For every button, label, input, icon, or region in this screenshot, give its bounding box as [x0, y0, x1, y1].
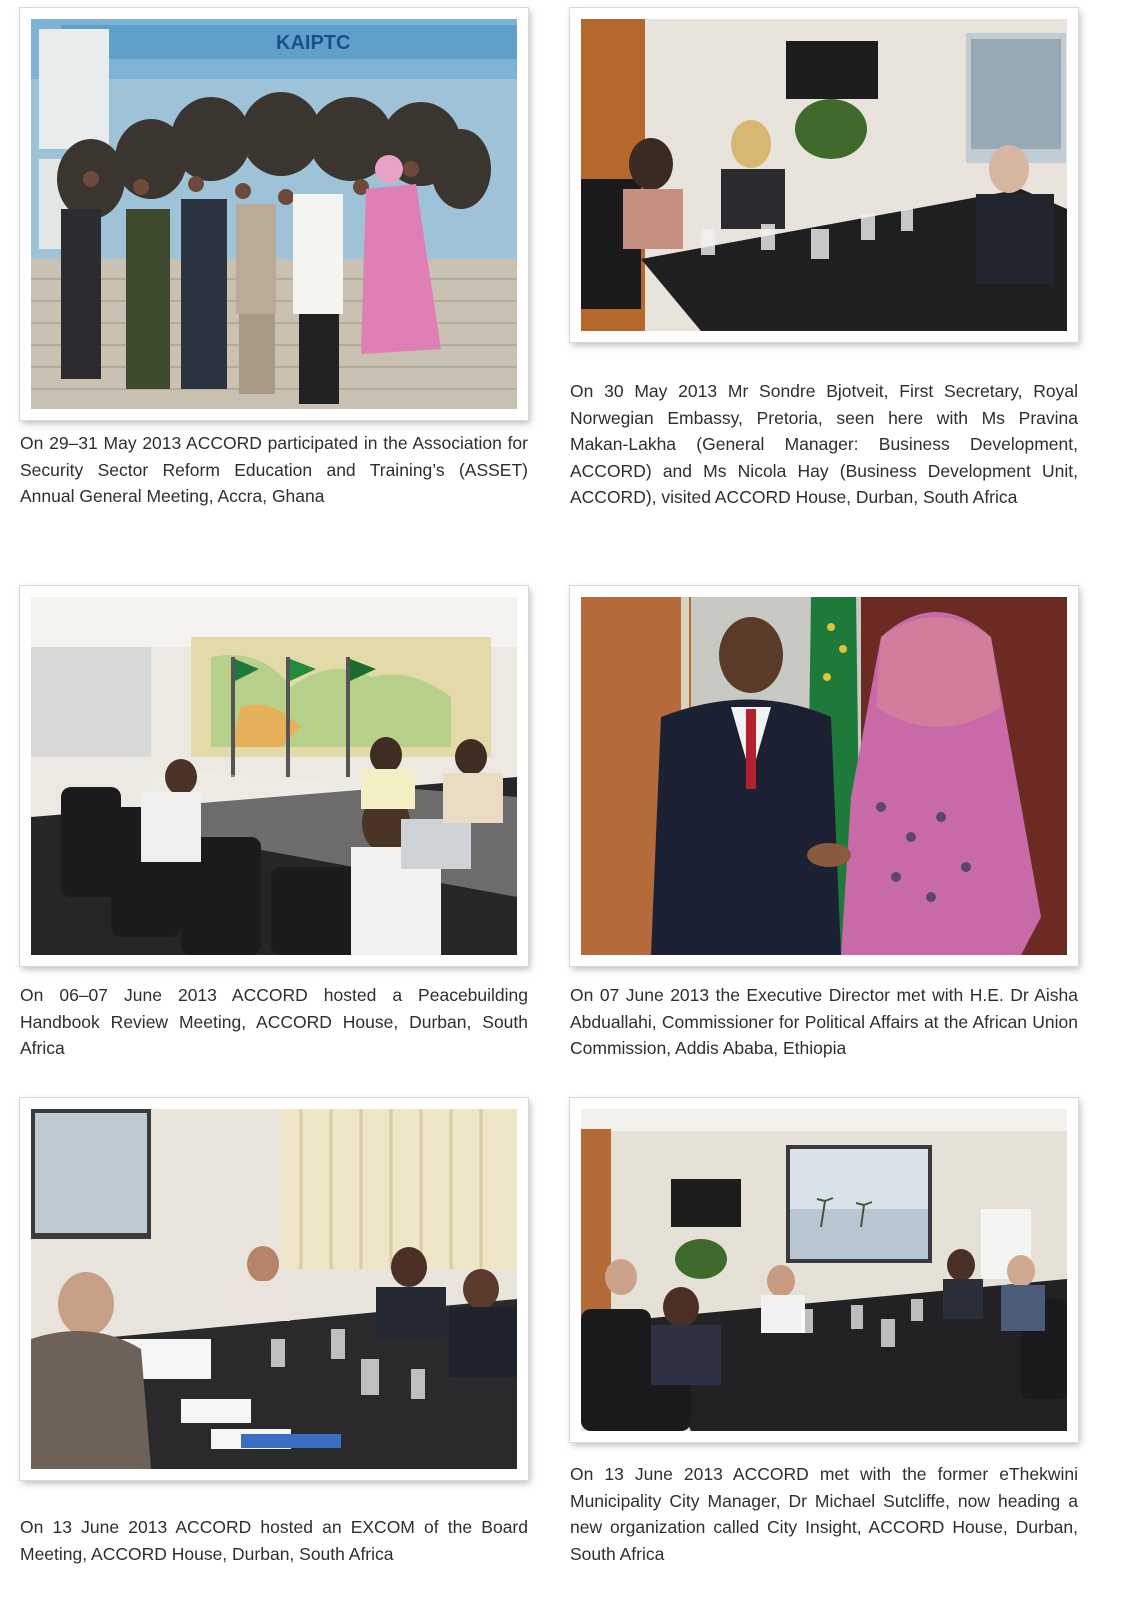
caption-au-commission: On 07 June 2013 the Executive Director met with H.E. Dr Aisha Abduallahi, Commissioner for Political Affairs at the African Union Commission, Addis Ababa, Ethiopia: [570, 985, 1078, 1059]
photo-frame-au-commission: [570, 586, 1078, 966]
handshake-photo-au-commission: [581, 597, 1067, 955]
caption-asset-agm: On 29–31 May 2013 ACCORD participated in the Association for Security Sector Reform Education and Training’s (ASSET) Annual General Meeting, Accra, Ghana: [20, 433, 528, 507]
caption-excom-board: On 13 June 2013 ACCORD hosted an EXCOM of the Board Meeting, ACCORD House, Durban, South Africa: [20, 1517, 528, 1564]
building-sign-text: KAIPTC: [276, 32, 351, 54]
meeting-photo-excom-board: [31, 1109, 517, 1469]
meeting-photo-handbook-review: [31, 597, 517, 955]
caption-norway-visit: On 30 May 2013 Mr Sondre Bjotveit, First Secretary, Royal Norwegian Embassy, Pretoria, seen here with Ms Pravina Makan-Lakha (General Manager: Business Development, ACCORD) and Ms Nicola Hay (Business Development Unit, ACCORD), visited ACCORD House, Durban, South Africa: [570, 381, 1078, 508]
photo-frame-city-insight: [570, 1098, 1078, 1442]
caption-city-insight: On 13 June 2013 ACCORD met with the former eThekwini Municipality City Manager, Dr Michael Sutcliffe, now heading a new organization called City Insight, ACCORD House, Durban, South Africa: [570, 1464, 1078, 1564]
meeting-photo-norway-visit: [581, 19, 1067, 331]
meeting-photo-city-insight: [581, 1109, 1067, 1431]
caption-handbook-review: On 06–07 June 2013 ACCORD hosted a Peacebuilding Handbook Review Meeting, ACCORD House, Durban, South Africa: [20, 985, 528, 1059]
group-photo-asset-agm: [31, 19, 517, 409]
photo-frame-asset-agm: [20, 8, 528, 420]
photo-frame-handbook-review: [20, 586, 528, 966]
photo-frame-norway-visit: [570, 8, 1078, 342]
photo-frame-excom-board: [20, 1098, 528, 1480]
